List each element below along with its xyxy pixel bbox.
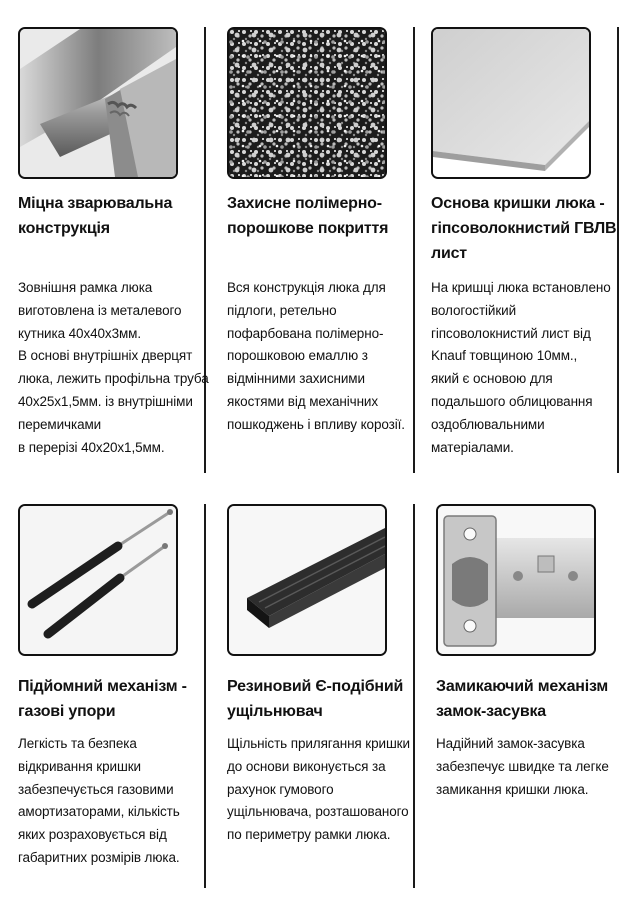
latch-lock-image [436, 504, 596, 656]
feature-title: Резиновий Є-подібний ущільнювач [227, 678, 404, 720]
feature-description: Надійний замок-засувка забезпечує швидке та легке замикання кришки люка. [436, 736, 609, 797]
feature-title: Основа кришки люка - гіпсоволокнистий ГВЛВ лист [431, 195, 617, 262]
feature-description: Зовнішня рамка люка виготовлена із металевого кутника 40х40х3мм. В основі внутрішніх дверцят люка, лежить профільна труба 40х25х1,5мм. із внутрішніми перемичками в перерізі 40х20х1,5мм. [18, 280, 209, 455]
welded-frame-image [18, 27, 178, 179]
feature-description: Легкість та безпека відкривання кришки забезпечується газовими амортизаторами, кількість яких розраховується від габаритних розмірів люка. [18, 736, 180, 865]
gypsum-board-photo-icon [433, 29, 589, 177]
rubber-seal-photo-icon [229, 506, 385, 654]
gas-spring-photo-icon [20, 506, 176, 654]
powder-coating-texture-photo-icon [229, 29, 385, 177]
gas-spring-image [18, 504, 178, 656]
feature-description: Вся конструкція люка для підлоги, ретельно пофарбована полімерно-порошковою емаллю з відмінними захисними якостями від механічних пошкоджень і впливу корозії. [227, 280, 405, 432]
welded-metal-frame-photo-icon [20, 29, 176, 177]
feature-description: Щільність прилягання кришки до основи виконується за рахунок гумового ущільнювача, розташованого по периметру рамки люка. [227, 736, 410, 843]
gypsum-board-image [431, 27, 591, 179]
feature-title: Захисне полімерно-порошкове покриття [227, 195, 389, 237]
feature-title: Підйомний механізм - газові упори [18, 678, 187, 720]
feature-title: Замикаючий механізм замок-засувка [436, 678, 608, 720]
rubber-seal-image [227, 504, 387, 656]
feature-description: На кришці люка встановлено вологостійкий гіпсоволокнистий лист від Knauf товщиною 10мм., який є основою для подальшого облицювання оздоблювальними матеріалами. [431, 280, 611, 455]
feature-title: Міцна зварювальна конструкція [18, 195, 173, 237]
latch-lock-photo-icon [438, 506, 594, 654]
powder-coating-image [227, 27, 387, 179]
